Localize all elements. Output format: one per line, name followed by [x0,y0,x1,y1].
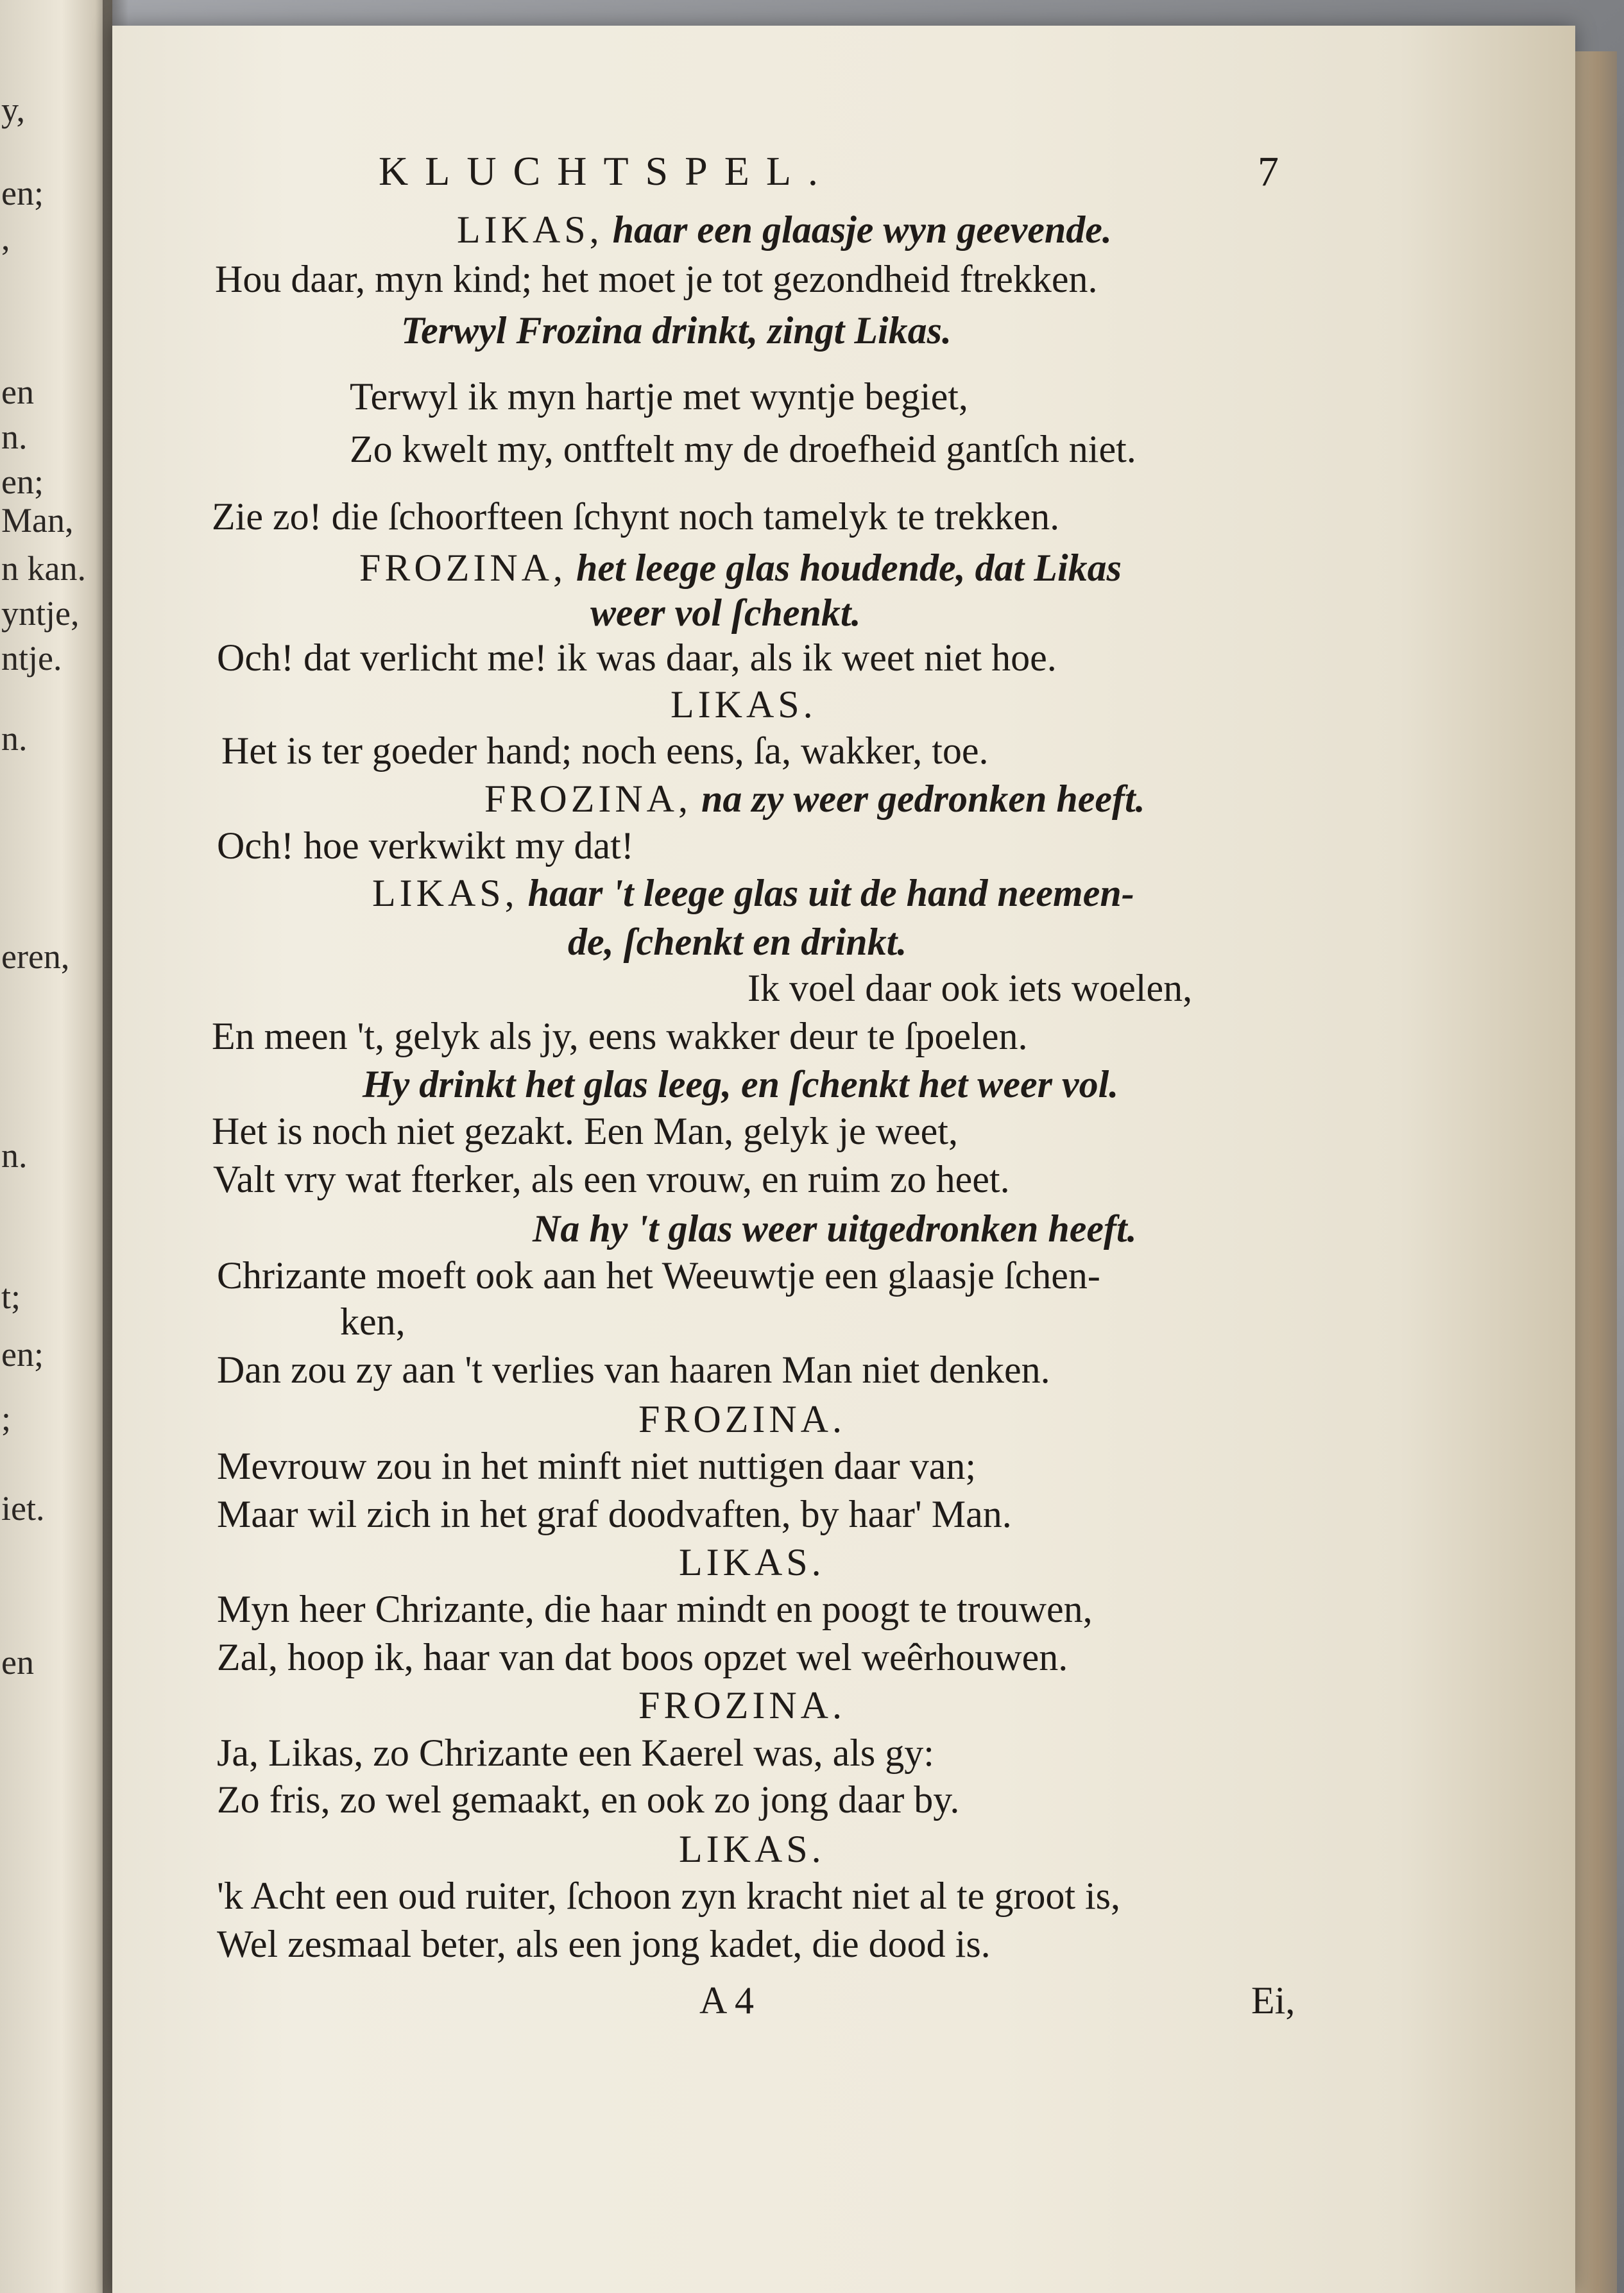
left-fragment: ; [1,1399,12,1438]
left-fragment: yntje, [1,594,80,633]
verse-line: Mevrouw zou in het minft niet nuttigen daar van; [217,1445,977,1487]
running-title: KLUCHTSPEL. [379,148,835,194]
left-fragment: en; [1,174,44,212]
verse-line: Myn heer Chrizante, die haar mindt en poogt te trouwen, [217,1588,1093,1630]
verse-line: Zal, hoop ik, haar van dat boos opzet wel weêrhouwen. [217,1636,1068,1678]
stage-direction: het leege glas houdende, dat Likas [576,547,1122,589]
verse-line: En meen 't, gelyk als jy, eens wakker deur te ſpoelen. [212,1015,1028,1057]
speaker-name: LIKAS, [372,872,518,914]
verse-line: Het is noch niet gezakt. Een Man, gelyk je weet, [212,1110,958,1152]
verse-line: Ik voel daar ook iets woelen, [748,967,1193,1009]
speaker-name: LIKAS. [679,1541,825,1583]
left-fragment: n kan. [1,549,86,588]
verse-line: Och! hoe verkwikt my dat! [217,824,634,867]
left-fragment: t; [1,1277,21,1316]
verse-line: Het is ter goeder hand; noch eens, ſa, wakker, toe. [221,729,989,772]
speaker-name: LIKAS. [679,1828,825,1870]
left-fragment: y, [1,90,25,129]
left-page-margin [0,0,112,2293]
verse-line: Chrizante moeft ook aan het Weeuwtje een glaasje ſchen- [217,1254,1100,1297]
verse-line: ken, [340,1300,406,1343]
speaker-name: LIKAS. [671,683,817,726]
verse-line: Ja, Likas, zo Chrizante een Kaerel was, als gy: [217,1732,934,1774]
verse-line: Zie zo! die ſchoorfteen ſchynt noch tamelyk te trekken. [212,495,1060,538]
verse-line: Dan zou zy aan 't verlies van haaren Man niet denken. [217,1349,1050,1391]
stage-direction: weer vol ſchenkt. [590,592,861,634]
left-fragment: Man, [1,501,74,540]
speaker-name: FROZINA. [638,1684,846,1726]
stage-direction: Na hy 't glas weer uitgedronken heeft. [533,1207,1137,1250]
stage-direction: de, ſchenkt en drinkt. [568,921,907,963]
left-fragment: n. [1,1136,28,1175]
verse-line: Zo fris, zo wel gemaakt, en ook zo jong daar by. [217,1778,960,1821]
verse-line: 'k Acht een oud ruiter, ſchoon zyn kracht niet al te groot is, [217,1875,1121,1917]
stage-direction: Terwyl Frozina drinkt, zingt Likas. [401,309,952,352]
verse-line: Valt vry wat fterker, als een vrouw, en ruim zo heet. [213,1158,1010,1200]
left-fragment: en; [1,463,44,501]
speaker-line [372,874,1134,912]
left-fragment: n. [1,418,28,456]
left-fragment: en [1,1643,34,1682]
verse-line: Hou daar, myn kind; het moet je tot gezondheid ftrekken. [215,258,1098,300]
speaker-line [359,549,1122,587]
stage-direction: haar een glaasje wyn geevende. [612,209,1112,251]
verse-line: Wel zesmaal beter, als een jong kadet, die dood is. [217,1923,991,1965]
speaker-line [457,210,1112,249]
song-line: Terwyl ik myn hartje met wyntje begiet, [350,375,968,418]
speaker-name: FROZINA. [638,1398,846,1440]
left-fragment: , [1,219,10,257]
left-fragment: en [1,373,34,411]
speaker-name: FROZINA, [359,547,567,589]
song-line: Zo kwelt my, ontftelt my de droefheid gantſch niet. [350,428,1136,470]
stage-direction: Hy drinkt het glas leeg, en ſchenkt het weer vol. [363,1063,1119,1105]
stage-direction: haar 't leege glas uit de hand neemen- [527,872,1134,914]
page-number: 7 [1258,148,1279,195]
catchword: Ei, [1251,1979,1295,2022]
verse-line: Maar wil zich in het graf doodvaften, by haar' Man. [217,1493,1012,1535]
left-fragment: iet. [1,1489,45,1528]
speaker-name: LIKAS, [457,209,603,251]
left-fragment: ntje. [1,639,62,678]
left-fragment: en; [1,1335,44,1374]
left-fragment: n. [1,719,28,758]
speaker-line [484,780,1145,818]
stage-direction: na zy weer gedronken heeft. [701,778,1145,820]
verse-line: Och! dat verlicht me! ik was daar, als ik weet niet hoe. [217,636,1057,679]
signature-mark: A 4 [699,1979,755,2022]
left-fragment: eren, [1,937,70,976]
speaker-name: FROZINA, [484,778,692,820]
